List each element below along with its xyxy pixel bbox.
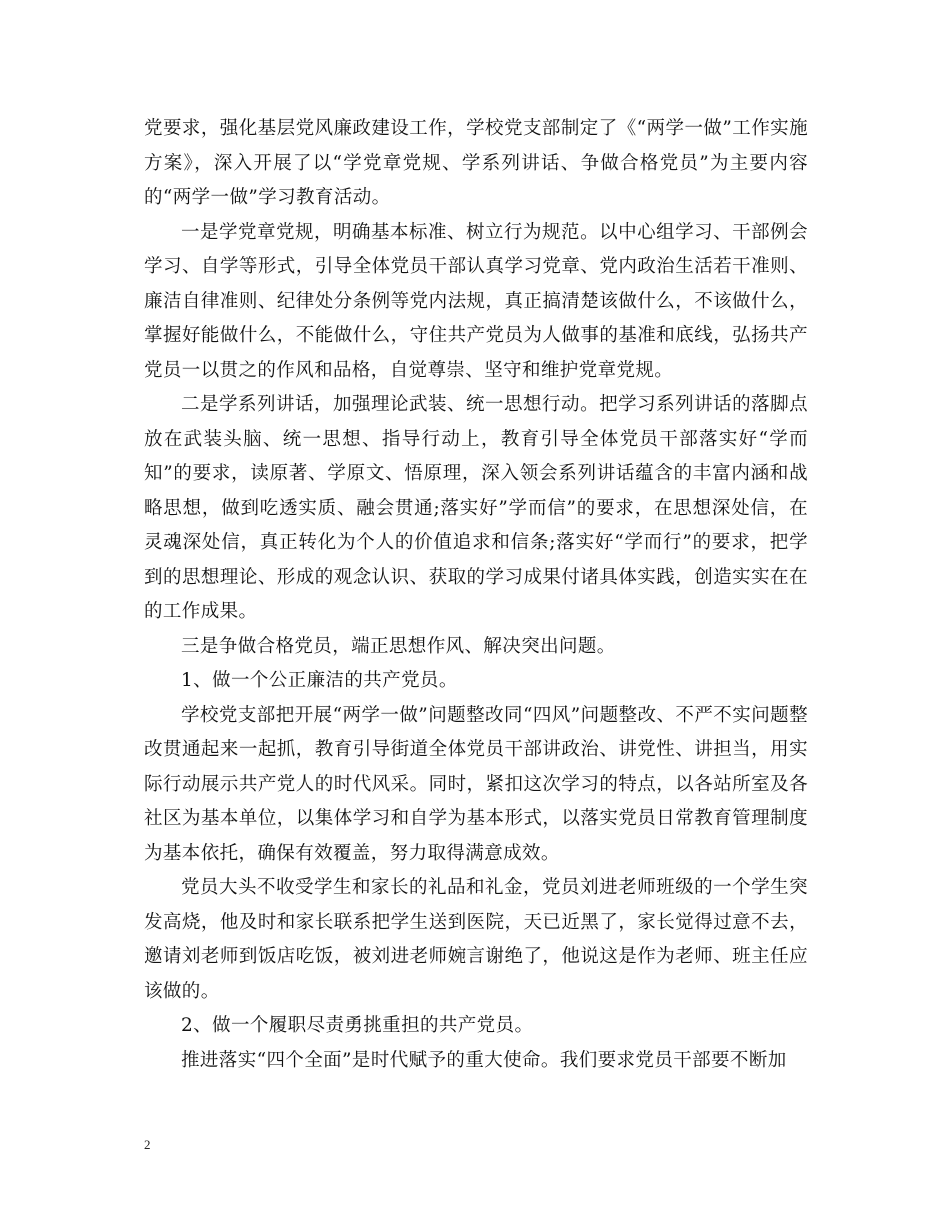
paragraph: 学校党支部把开展“两学一做”问题整改同“四风”问题整改、不严不实问题整改贯通起来一起抓，教育引导街道全体党员干部讲政治、讲党性、讲担当，用实际行动展示共产党人的时代风采。同时，紧扣这次学习的特点，以各站所室及各社区为基本单位，以集体学习和自学为基本形式，以落实党员日常教育管理制度为基本依托，确保有效覆盖，努力取得满意成效。 [144, 704, 808, 864]
paragraph: 党员大头不收受学生和家长的礼品和礼金，党员刘进老师班级的一个学生突发高烧，他及时和家长联系把学生送到医院，天已近黑了，家长觉得过意不去，邀请刘老师到饭店吃饭，被刘进老师婉言谢绝了，他说这是作为老师、班主任应该做的。 [144, 877, 808, 1002]
paragraph: 推进落实“四个全面”是时代赋予的重大使命。我们要求党员干部要不断加 [181, 1049, 787, 1071]
paragraph: 一是学党章党规，明确基本标准、树立行为规范。以中心组学习、干部例会学习、自学等形式，引导全体党员干部认真学习党章、党内政治生活若干准则、廉洁自律准则、纪律处分条例等党内法规，真正搞清楚该做什么，不该做什么，掌握好能做什么，不能做什么，守住共产党员为人做事的基准和底线，弘扬共产党员一以贯之的作风和品格，自觉尊崇、坚守和维护党章党规。 [144, 221, 808, 381]
page-number: 2 [144, 1137, 151, 1152]
document-body [144, 112, 808, 1078]
paragraph: 1、做一个公正廉洁的共产党员。 [181, 670, 458, 691]
paragraph: 三是争做合格党员，端正思想作风、解决突出问题。 [181, 635, 616, 657]
paragraph: 2、做一个履职尽责勇挑重担的共产党员。 [181, 1015, 534, 1036]
paragraph: 二是学系列讲话，加强理论武装、统一思想行动。把学习系列讲话的落脚点放在武装头脑、统一思想、指导行动上，教育引导全体党员干部落实好“学而知”的要求，读原著、学原文、悟原理，深入领会系列讲话蕴含的丰富内涵和战略思想，做到吃透实质、融会贯通;落实好”学而信”的要求，在思想深处信，在灵魂深处信，真正转化为个人的价值追求和信条;落实好“学而行”的要求，把学到的思想理论、形成的观念认识、获取的学习成果付诸具体实践，创造实实在在的工作成果。 [144, 394, 808, 622]
paragraph: 党要求，强化基层党风廉政建设工作，学校党支部制定了《“两学一做”工作实施方案》，深入开展了以“学党章党规、学系列讲话、争做合格党员”为主要内容的“两学一做”学习教育活动。 [144, 118, 808, 208]
